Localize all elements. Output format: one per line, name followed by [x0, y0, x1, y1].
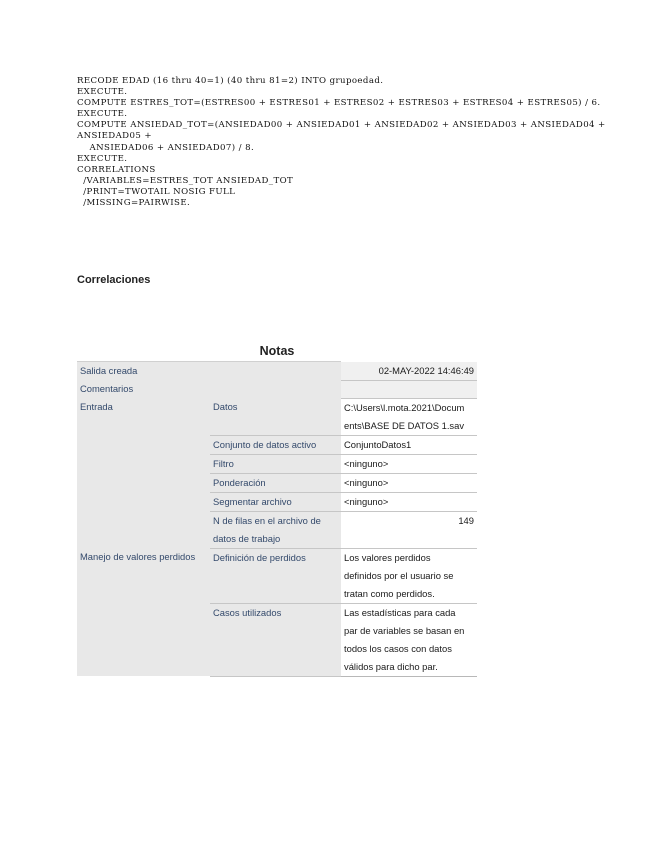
- cell-value: [341, 380, 477, 398]
- cell-text: tratan como perdidos.: [344, 587, 435, 599]
- syntax-block: [77, 76, 606, 209]
- cell-text: ents\BASE DE DATOS 1.sav: [344, 419, 465, 431]
- syntax-line: EXECUTE.: [77, 153, 128, 164]
- cell-text: N de filas en el archivo de: [213, 514, 321, 526]
- syntax-line: ANSIEDAD06 + ANSIEDAD07) / 8.: [77, 142, 255, 153]
- cell-text: definidos por el usuario se: [344, 569, 454, 581]
- syntax-line: /MISSING=PAIRWISE.: [77, 198, 191, 209]
- cell-value: 149: [341, 511, 477, 548]
- cell-value: <ninguno>: [341, 473, 477, 492]
- cell-text: Los valores perdidos: [344, 551, 431, 563]
- syntax-line: /VARIABLES=ESTRES_TOT ANSIEDAD_TOT: [77, 175, 294, 186]
- table-title: Notas: [259, 344, 295, 358]
- cell-text: Las estadísticas para cada: [344, 606, 456, 618]
- row-header: Salida creada: [77, 362, 341, 381]
- cell-value: [341, 603, 477, 676]
- cell-value: ConjuntoDatos1: [341, 435, 477, 454]
- row-group-header: Manejo de valores perdidos: [77, 548, 210, 676]
- table-row: [77, 380, 477, 398]
- row-header: Definición de perdidos: [210, 548, 341, 603]
- cell-text: datos de trabajo: [213, 532, 281, 544]
- row-header: Segmentar archivo: [210, 492, 341, 511]
- row-header: Ponderación: [210, 473, 341, 492]
- table-row: [77, 548, 477, 603]
- cell-value: <ninguno>: [341, 492, 477, 511]
- cell-value: [341, 398, 477, 435]
- syntax-line: EXECUTE.: [77, 87, 128, 98]
- row-group-header: Entrada: [77, 398, 210, 548]
- syntax-line: COMPUTE ANSIEDAD_TOT=(ANSIEDAD00 + ANSIEDAD01 + ANSIEDAD02 + ANSIEDAD03 + ANSIEDAD04 +: [77, 120, 606, 131]
- syntax-line: EXECUTE.: [77, 109, 128, 120]
- table-row: [77, 398, 477, 435]
- cell-value: [341, 548, 477, 603]
- syntax-line: /PRINT=TWOTAIL NOSIG FULL: [77, 186, 236, 197]
- notas-table: [77, 361, 477, 677]
- row-header: Filtro: [210, 454, 341, 473]
- syntax-line: COMPUTE ESTRES_TOT=(ESTRES00 + ESTRES01 + ESTRES02 + ESTRES03 + ESTRES04 + ESTRES05) / 6.: [77, 98, 601, 109]
- cell-value: 02-MAY-2022 14:46:49: [341, 362, 477, 381]
- row-header: [210, 511, 341, 548]
- row-header: Datos: [210, 398, 341, 435]
- table-row: [77, 362, 477, 381]
- syntax-line: ANSIEDAD05 +: [77, 131, 152, 142]
- row-header: Conjunto de datos activo: [210, 435, 341, 454]
- row-header: Casos utilizados: [210, 603, 341, 676]
- syntax-line: RECODE EDAD (16 thru 40=1) (40 thru 81=2) INTO grupoedad.: [77, 76, 384, 86]
- cell-text: todos los casos con datos: [344, 642, 452, 654]
- cell-text: C:\Users\l.mota.2021\Docum: [344, 401, 465, 413]
- syntax-line: CORRELATIONS: [77, 164, 156, 175]
- row-header: Comentarios: [77, 380, 341, 398]
- cell-text: par de variables se basan en: [344, 624, 465, 636]
- section-heading: Correlaciones: [77, 274, 151, 286]
- cell-text: válidos para dicho par.: [344, 660, 438, 672]
- cell-value: <ninguno>: [341, 454, 477, 473]
